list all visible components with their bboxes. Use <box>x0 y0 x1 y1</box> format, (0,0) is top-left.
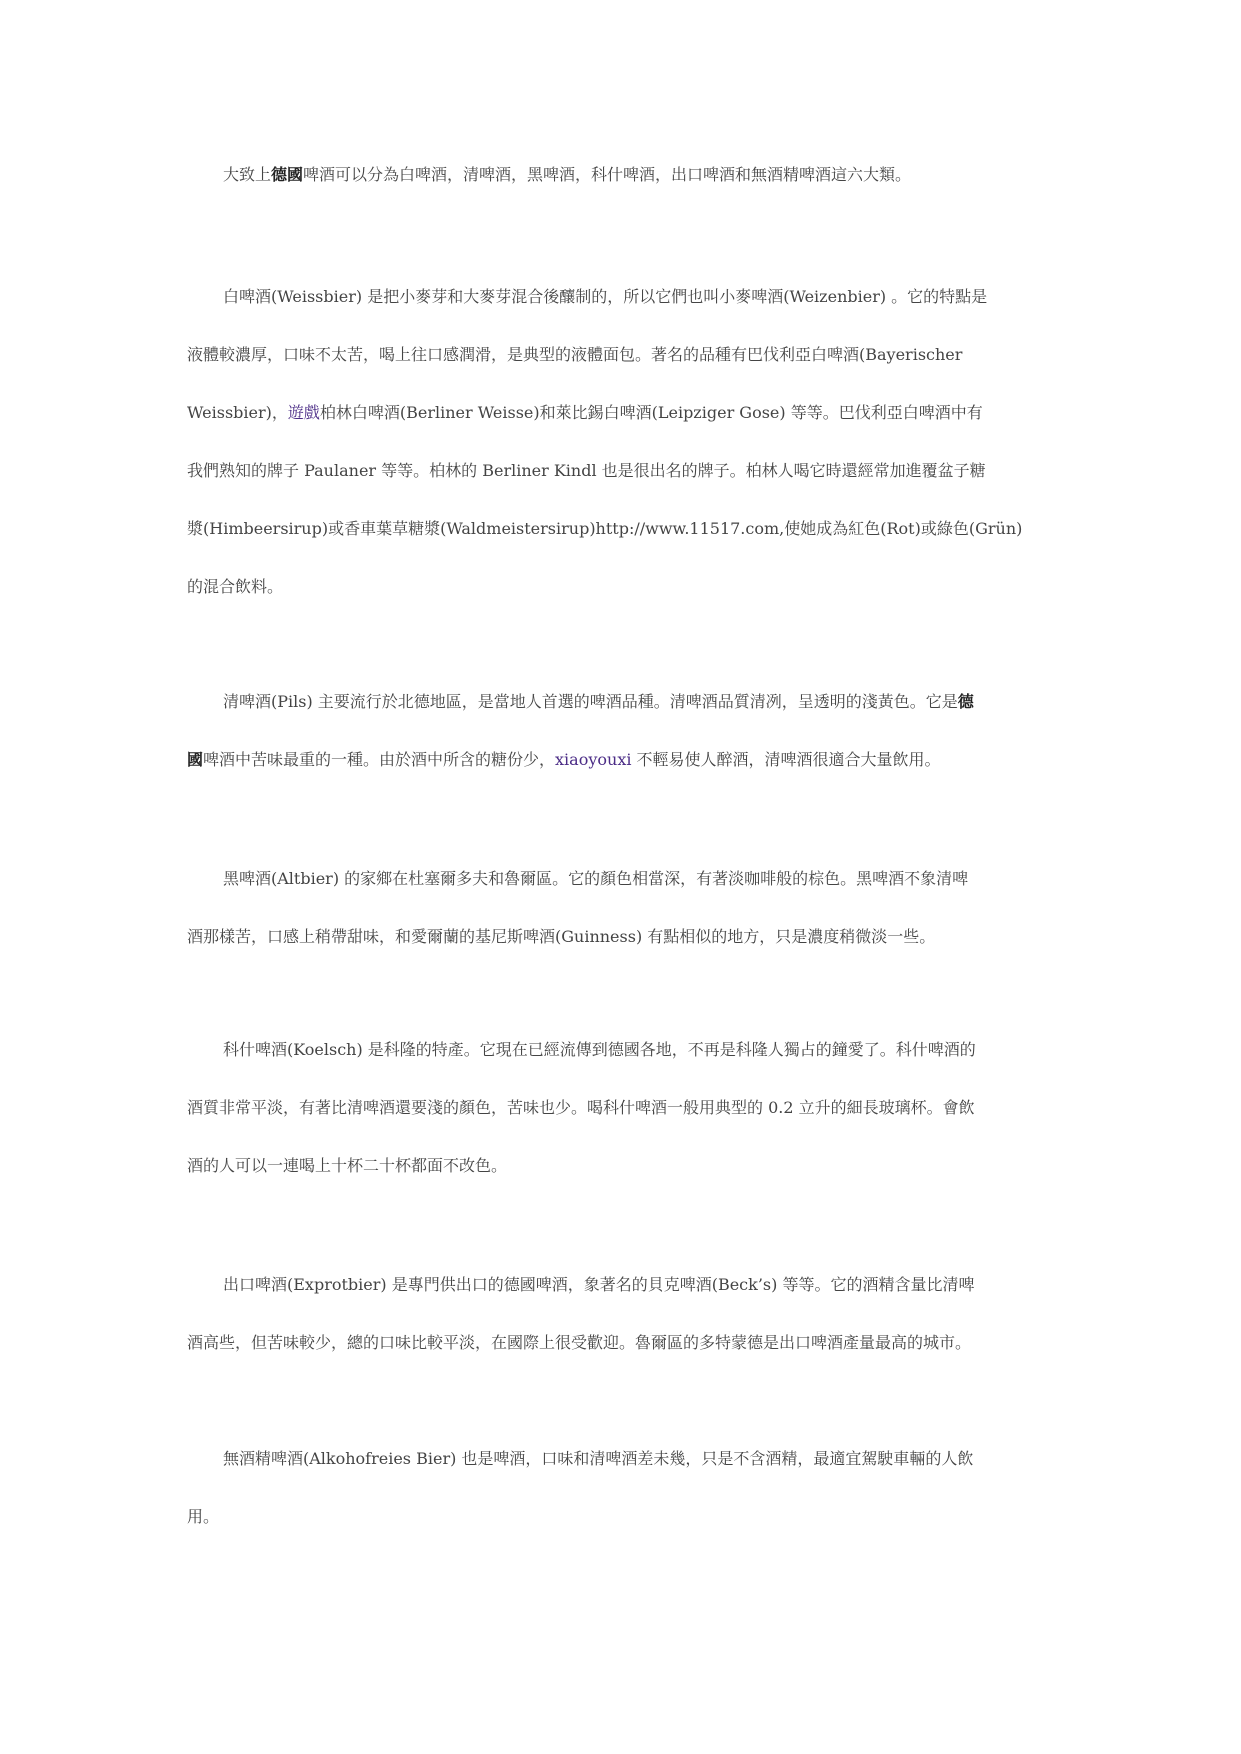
germany-bold: 德國 <box>271 165 304 184</box>
weissbier-line-6: 的混合飲料。 <box>187 577 284 596</box>
intro-line <box>223 165 911 185</box>
alkoholfrei-line-2: 用。 <box>187 1507 220 1526</box>
pils-line-1-bold: 德 <box>957 692 974 711</box>
xiaoyouxi-link[interactable]: xiaoyouxi <box>555 750 632 769</box>
weissbier-line-2: 液體較濃厚，口味不太苦，喝上往口感潤滑，是典型的液體面包。著名的品種有巴伐利亞白啤酒(Bayerischer <box>187 345 963 364</box>
koelsch-line-3: 酒的人可以一連喝上十杯二十杯都面不改色。 <box>187 1156 508 1175</box>
altbier-line-2: 酒那樣苦，口感上稍帶甜味，和愛爾蘭的基尼斯啤酒(Guinness) 有點相似的地方，只是濃度稍微淡一些。 <box>187 927 936 946</box>
intro-rest: 啤酒可以分為白啤酒，清啤酒，黑啤酒，科什啤酒，出口啤酒和無酒精啤酒這六大類。 <box>303 165 912 184</box>
export-line-1: 出口啤酒(Exprotbier) 是專門供出口的德國啤酒，象著名的貝克啤酒(Beck’s) 等等。它的酒精含量比清啤 <box>223 1275 975 1294</box>
weissbier-line-3-rest: 柏林白啤酒(Berliner Weisse)和萊比錫白啤酒(Leipziger Gose) 等等。巴伐利亞白啤酒中有 <box>319 403 983 422</box>
koelsch-line-2: 酒質非常平淡，有著比清啤酒還要淺的顏色，苦味也少。喝科什啤酒一般用典型的 0.2 立升的細長玻璃杯。會飲 <box>187 1098 975 1117</box>
weissbier-line-1: 白啤酒(Weissbier) 是把小麥芽和大麥芽混合後釀制的，所以它們也叫小麥啤酒(Weizenbier) 。它的特點是 <box>223 287 988 306</box>
pils-line-2-text: 啤酒中苦味最重的一種。由於酒中所含的糖份少， <box>203 750 556 769</box>
pils-line-1-text: 清啤酒(Pils) 主要流行於北德地區，是當地人首選的啤酒品種。清啤酒品質清冽，呈透明的淺黃色。它是 <box>223 692 958 711</box>
pils-line-1 <box>223 692 974 712</box>
pils-line-2-bold: 國 <box>187 750 204 769</box>
weissbier-line-5: 漿(Himbeersirup)或香車葉草糖漿(Waldmeistersirup)http://www.11517.com,使她成為紅色(Rot)或綠色(Grün) <box>187 519 1023 538</box>
altbier-line-1: 黑啤酒(Altbier) 的家鄉在杜塞爾多夫和魯爾區。它的顏色相當深，有著淡咖啡般的棕色。黑啤酒不象清啤 <box>223 869 969 888</box>
games-link[interactable]: 遊戲 <box>287 403 320 422</box>
weissbier-line-3 <box>187 403 983 423</box>
pils-line-2 <box>187 750 941 770</box>
intro-prefix: 大致上 <box>223 165 272 184</box>
export-line-2: 酒高些，但苦味較少，總的口味比較平淡，在國際上很受歡迎。魯爾區的多特蒙德是出口啤酒產量最高的城市。 <box>187 1333 972 1352</box>
weissbier-line-4: 我們熟知的牌子 Paulaner 等等。柏林的 Berliner Kindl 也是很出名的牌子。柏林人喝它時還經常加進覆盆子糖 <box>187 461 986 480</box>
alkoholfrei-line-1: 無酒精啤酒(Alkohofreies Bier) 也是啤酒，口味和清啤酒差未幾，只是不含酒精，最適宜駕駛車輛的人飲 <box>223 1449 974 1468</box>
pils-line-2-rest: 不輕易使人醉酒，清啤酒很適合大量飲用。 <box>631 750 941 769</box>
koelsch-line-1: 科什啤酒(Koelsch) 是科隆的特產。它現在已經流傳到德國各地，不再是科隆人獨占的鐘愛了。科什啤酒的 <box>223 1040 976 1059</box>
weissbier-line-3-prefix: Weissbier)， <box>187 403 288 422</box>
